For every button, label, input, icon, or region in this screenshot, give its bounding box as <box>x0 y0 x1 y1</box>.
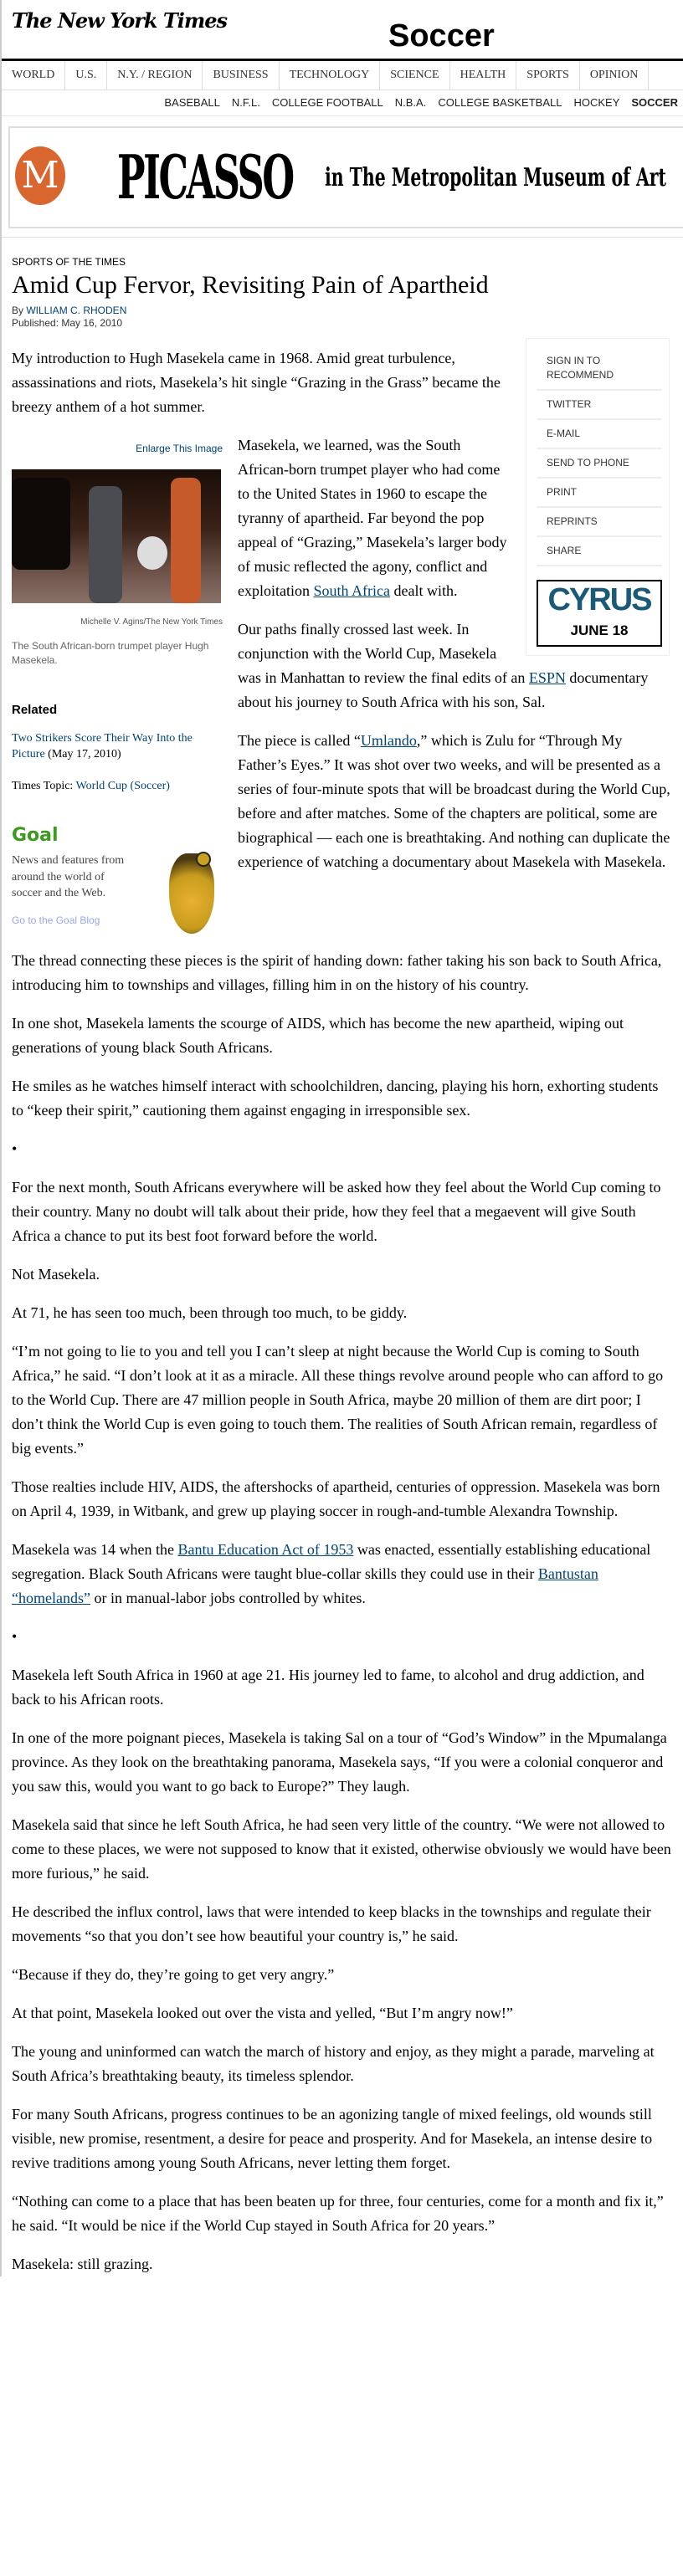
subnav-college-basketball[interactable]: COLLEGE BASKETBALL <box>438 96 562 109</box>
paragraph-text: The thread connecting these pieces is the spirit of handing down: father taking his son back to South Africa, introducing him to townships and villages, filling him in on the history of his country. <box>12 952 662 993</box>
masthead <box>2 0 683 55</box>
left-column <box>12 433 223 940</box>
photo-credit: Michelle V. Agins/The New York Times <box>80 617 223 627</box>
article-paragraph <box>12 2040 673 2088</box>
article-body <box>12 346 673 2276</box>
article-paragraph <box>12 2189 673 2238</box>
times-topic-link[interactable]: World Cup (Soccer) <box>75 780 170 792</box>
subnav-n-f-l-[interactable]: N.F.L. <box>231 96 260 109</box>
paragraph-text: For many South Africans, progress continues to be an agonizing tangle of mixed feelings, old wounds still visible, new promise, resentment, a desire for peace and prosperity. And for Masekela, an intense desire to revive traditions among young South Africans, never letting them forget. <box>12 2106 653 2171</box>
subnav-n-b-a-[interactable]: N.B.A. <box>394 96 427 109</box>
article-paragraph <box>12 2252 673 2276</box>
cyrus-ad-title: CYRUS <box>547 582 651 617</box>
article-paragraph <box>12 1963 673 1987</box>
bullet-icon: • <box>12 1140 18 1157</box>
section-break <box>12 1625 673 1649</box>
nyt-logo[interactable]: The New York Times <box>12 8 227 33</box>
paragraph-text: The young and uninformed can watch the march of history and enjoy, as they might a parade, marveling at South Africa’s breathtaking beauty, its timeless splendor. <box>12 2043 655 2084</box>
subnav-baseball[interactable]: BASEBALL <box>164 96 220 109</box>
goal-blog-promo <box>12 823 223 940</box>
bullet-icon: • <box>12 1628 18 1645</box>
article-paragraph <box>12 1813 673 1886</box>
paragraph-text: Masekela, we learned, was the South African-born trumpet player who had come to the United States in 1960 to escape the tyranny of apartheid. Far beyond the pop appeal of “Grazing,” Masekela’s larger body of music reflected the agony, conflict and exploitation <box>238 437 507 599</box>
paragraph-text: or in manual-labor jobs controlled by whites. <box>90 1590 366 1606</box>
section-title: Soccer <box>388 18 495 54</box>
tool-share[interactable]: SHARE <box>537 537 662 566</box>
intro-paragraph: My introduction to Hugh Masekela came in 1968. Amid great turbulence, assassinations and riots, Masekela’s hit single “Grazing in the Grass” became the breezy anthem of a hot summer. <box>12 350 501 415</box>
article-paragraph <box>12 1538 673 1611</box>
inline-link[interactable]: Bantu Education Act of 1953 <box>177 1541 354 1558</box>
inline-link[interactable]: Bantustan “homelands” <box>12 1565 598 1606</box>
photo-caption: The South African-born trumpet player Hugh Masekela. <box>12 640 209 666</box>
article-paragraph <box>12 1175 673 1248</box>
cyrus-ad-date: JUNE 18 <box>570 622 629 638</box>
paragraph-text: Masekela was 14 when the <box>12 1541 178 1558</box>
inline-link[interactable]: ESPN <box>528 669 566 686</box>
inline-link[interactable]: Umlando <box>360 732 417 749</box>
nav-technology[interactable]: TECHNOLOGY <box>280 61 381 90</box>
kicker: SPORTS OF THE TIMES <box>12 256 126 268</box>
published-date: Published: May 16, 2010 <box>12 317 123 329</box>
nav-business[interactable]: BUSINESS <box>203 61 279 90</box>
byline-prefix: By <box>12 305 27 316</box>
nav-u-s-[interactable]: U.S. <box>65 61 107 90</box>
goal-blog-link[interactable]: Go to the Goal Blog <box>12 914 100 926</box>
article-paragraph <box>12 1074 673 1123</box>
paragraph-text: documentary about his journey to South Africa with his son, Sal. <box>238 669 649 710</box>
goal-description: News and features from around the world of soccer and the Web. <box>12 854 125 899</box>
goal-title[interactable]: Goal <box>12 825 59 846</box>
article-paragraph <box>12 1011 673 1060</box>
paragraph-text: At that point, Masekela looked out over the vista and yelled, “But I’m angry now!” <box>12 2005 513 2021</box>
tool-sign-in-to-recommend[interactable]: SIGN IN TO RECOMMEND <box>537 347 662 391</box>
paragraph-text: dealt with. <box>389 582 458 599</box>
byline <box>12 305 673 317</box>
paragraph-text: He smiles as he watches himself interact with schoolchildren, dancing, playing his horn, exhorting students to “keep their spirit,” cautioning them against engaging in irresponsible sex. <box>12 1078 659 1119</box>
picasso-ad-banner[interactable] <box>8 126 683 228</box>
nav-science[interactable]: SCIENCE <box>380 61 449 90</box>
paragraph-text: Masekela said that since he left South Africa, he had seen very little of the country. “We were not allowed to come to these places, we were not supposed to know that it existed, otherwise obviously we would have been more furious,” he said. <box>12 1816 671 1882</box>
paragraph-text: Masekela left South Africa in 1960 at age 21. His journey led to fame, to alcohol and drug addiction, and back to his African roots. <box>12 1667 644 1708</box>
article-paragraph <box>12 1339 673 1461</box>
subnav-soccer[interactable]: SOCCER <box>631 96 678 109</box>
tool-send-to-phone[interactable]: SEND TO PHONE <box>537 449 662 479</box>
soccer-ball-icon <box>196 852 211 867</box>
article-paragraph <box>12 1301 673 1325</box>
article <box>2 238 673 2276</box>
article-paragraph <box>12 1475 673 1524</box>
paragraph-text: Our paths finally crossed last week. In conjunction with the World Cup, Masekela was in Manhattan to review the final edits of an <box>238 621 529 686</box>
article-paragraph <box>12 2102 673 2175</box>
tool-e-mail[interactable]: E-MAIL <box>537 420 662 449</box>
enlarge-image-link[interactable]: Enlarge This Image <box>136 443 223 454</box>
paragraph-text: “Nothing can come to a place that has been beaten up for three, four centuries, come for a month and fix it,” he said. “It would be nice if the World Cup stayed in South Africa for 20 years.” <box>12 2193 664 2234</box>
cyrus-ad[interactable] <box>537 580 662 647</box>
paragraph-text: “Because if they do, they’re going to get very angry.” <box>12 1966 335 1983</box>
article-paragraph <box>12 1900 673 1949</box>
inline-link[interactable]: South Africa <box>313 582 390 599</box>
ad-subtitle: in The Metropolitan Museum of Art <box>325 163 666 192</box>
article-paragraph <box>12 1262 673 1287</box>
article-paragraph <box>12 1663 673 1712</box>
paragraph-text: ,” which is Zulu for “Through My Father’s Eyes.” It was shot over two weeks, and will be presented as a series of four-minute spots that will be broadcast during the World Cup, before and after matches. Some of the chapters are political, some are biographical — each one is breathtaking. And nothing can duplicate the experience of watching a documentary about Masekela with Masekela. <box>238 732 670 870</box>
article-paragraph <box>12 1726 673 1799</box>
paragraph-text: Those realties include HIV, AIDS, the aftershocks of apartheid, centuries of oppression. Masekela was born on April 4, 1939, in Witbank, and grew up playing soccer in rough-and-tumble Alexandra Township. <box>12 1478 660 1519</box>
section-break <box>12 1137 673 1161</box>
headline: Amid Cup Fervor, Revisiting Pain of Apartheid <box>12 271 489 299</box>
paragraph-text: In one of the more poignant pieces, Masekela is taking Sal on a tour of “God’s Window” in the Mpumalanga province. As they look on the breathtaking panorama, Masekela says, “If you were a colonial conqueror and you saw this, would you want to go back to Europe?” They laugh. <box>12 1729 667 1795</box>
met-museum-logo: M <box>15 146 65 205</box>
paragraph-text: The piece is called “ <box>238 732 361 749</box>
paragraph-text: At 71, he has seen too much, been through too much, to be giddy. <box>12 1304 408 1321</box>
subnav-hockey[interactable]: HOCKEY <box>573 96 620 109</box>
nav-n-y-region[interactable]: N.Y. / REGION <box>107 61 203 90</box>
article-paragraph <box>12 2001 673 2025</box>
nav-health[interactable]: HEALTH <box>450 61 517 90</box>
nav-sports[interactable]: SPORTS <box>516 61 580 90</box>
ad-title: PICASSO <box>117 141 293 213</box>
subnav-college-football[interactable]: COLLEGE FOOTBALL <box>271 96 383 109</box>
nav-world[interactable]: WORLD <box>2 61 65 90</box>
tool-twitter[interactable]: TWITTER <box>537 391 662 420</box>
related-article-link[interactable]: Two Strikers Score Their Way Into the Picture <box>12 732 193 761</box>
paragraph-text: “I’m not going to lie to you and tell you I can’t sleep at night because the World Cup is coming to South Africa,” he said. “I don’t look at it as a miracle. All these things revolve around people who can afford to go to the World Cup. There are 47 million people in South Africa, maybe 20 million of them are dirt poor; I don’t think the World Cup is even going to touch them. The realities of South African remain, regardless of big events.” <box>12 1343 664 1457</box>
masekela-photo[interactable] <box>12 469 221 603</box>
related-box <box>12 698 223 798</box>
nav-opinion[interactable]: OPINION <box>580 61 650 90</box>
paragraph-text: For the next month, South Africans everywhere will be asked how they feel about the World Cup coming to their country. Many no doubt will talk about their pride, how they feel that a megaevent will give South Africa a chance to put its best foot forward before the world. <box>12 1179 661 1244</box>
paragraph-text: In one shot, Masekela laments the scourge of AIDS, which has become the new apartheid, wiping out generations of young black South Africans. <box>12 1015 624 1056</box>
times-topic-label: Times Topic: <box>12 780 76 792</box>
paragraph-text: Not Masekela. <box>12 1266 100 1283</box>
main-nav <box>2 59 683 90</box>
article-tools <box>526 338 670 656</box>
related-date: (May 17, 2010) <box>44 748 121 761</box>
paragraph-text: was enacted, essentially establishing educational segregation. Black South Africans were taught blue-collar skills they could use in their <box>12 1541 651 1582</box>
tool-print[interactable]: PRINT <box>537 479 662 508</box>
paragraph-text: He described the influx control, laws that were intended to keep blacks in the townships and regulate their movements “so that you don’t see how beautiful your country is,” he said. <box>12 1903 651 1944</box>
sub-nav <box>2 90 683 116</box>
paragraph-text: Masekela: still grazing. <box>12 2256 153 2272</box>
related-heading: Related <box>12 703 58 717</box>
author-link[interactable]: WILLIAM C. RHODEN <box>26 305 127 316</box>
article-paragraph <box>12 949 673 997</box>
tool-reprints[interactable]: REPRINTS <box>537 508 662 537</box>
